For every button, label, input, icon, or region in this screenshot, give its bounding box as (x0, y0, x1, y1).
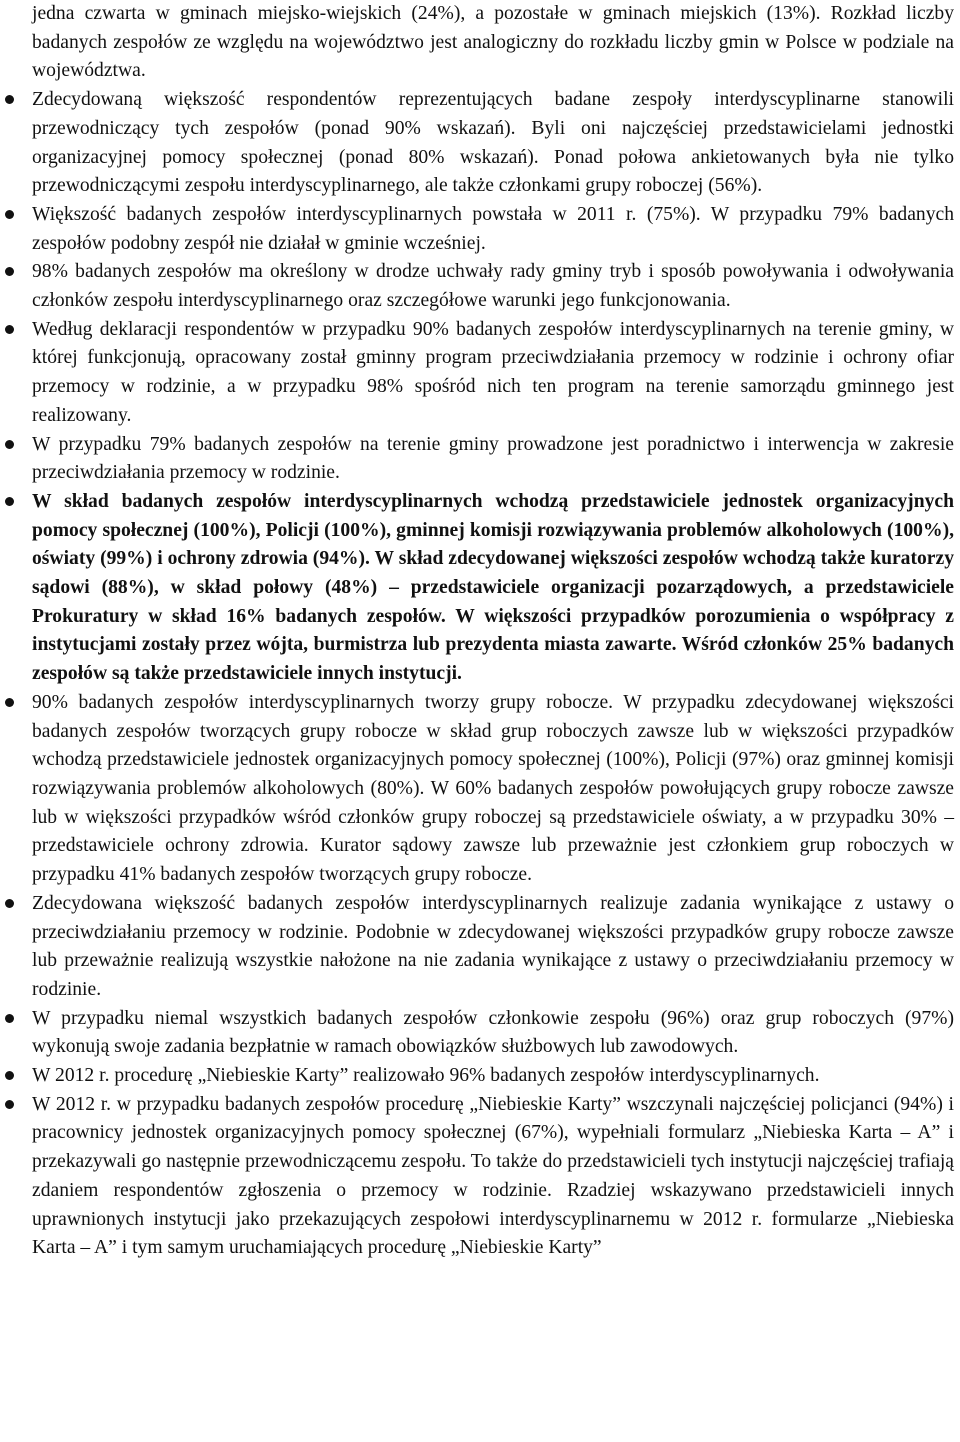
bullet-dot-icon (5, 325, 14, 334)
bullet-text: Zdecydowaną większość respondentów reprezentujących badane zespoły interdyscyplinarne stanowili przewodniczący tych zespołów (ponad 90% wskazań). Byli oni najczęściej przedstawicielami jednostki organizacyjnej pomocy społecznej (ponad 80% wskazań). Ponad połowa ankietowanych była nie tylko przewodniczącymi zespołu interdyscyplinarnego, ale także członkami grupy roboczej (56%). (32, 89, 954, 197)
bullet-text: W 2012 r. w przypadku badanych zespołów procedurę „Niebieskie Karty” wszczynali najczęściej policjanci (94%) i pracownicy jednostek organizacyjnych pomocy społecznej (67%), wypełniali formularz „Niebieska Karta – A” i przekazywali go następnie przewodniczącemu zespołu. To także do przedstawicieli tych instytucji najczęściej trafiają zdaniem respondentów zgłoszenia o przemocy w rodzinie. Rzadziej wskazywano przedstawicieli innych uprawnionych instytucji jako przekazujących zespołowi interdyscyplinarnemu w 2012 r. formularze „Niebieska Karta – A” i tym samym uruchamiających procedurę „Niebieskie Karty” (32, 1093, 954, 1259)
bullet-dot-icon (5, 95, 14, 104)
bullet-text: 98% badanych zespołów ma określony w drodze uchwały rady gminy tryb i sposób powoływania i odwoływania członków zespołu interdyscyplinarnego oraz szczegółowe warunki jego funkcjonowania. (32, 261, 954, 312)
bullet-item (32, 1005, 954, 1062)
bullet-text: Według deklaracji respondentów w przypadku 90% badanych zespołów interdyscyplinarnych na terenie gminy, w której funkcjonują, opracowany został gminny program przeciwdziałania przemocy w rodzinie i ochrony ofiar przemocy w rodzinie, a w przypadku 98% spośród nich ten program na terenie samorządu gminnego jest realizowany. (32, 318, 954, 426)
bullet-dot-icon (5, 698, 14, 707)
bullet-list (32, 86, 954, 1263)
bullet-dot-icon (5, 1014, 14, 1023)
bullet-text: W 2012 r. procedurę „Niebieskie Karty” realizowało 96% badanych zespołów interdyscyplinarnych. (32, 1065, 820, 1087)
bullet-dot-icon (5, 267, 14, 276)
bullet-text: Zdecydowana większość badanych zespołów interdyscyplinarnych realizuje zadania wynikające z ustawy o przeciwdziałaniu przemocy w rodzinie. Podobnie w zdecydowanej większości przypadków grupy robocze zawsze lub przeważnie realizują wszystkie nałożone na nie zadania wynikające z ustawy o przeciwdziałaniu przemocy w rodzinie. (32, 892, 954, 1000)
bullet-item (32, 86, 954, 201)
bullet-text: W przypadku niemal wszystkich badanych zespołów członkowie zespołu (96%) oraz grup roboczych (97%) wykonują swoje zadania bezpłatnie w ramach obowiązków służbowych lub zawodowych. (32, 1007, 954, 1058)
bullet-dot-icon (5, 440, 14, 449)
bullet-item (32, 316, 954, 431)
bullet-text: W skład badanych zespołów interdyscyplinarnych wchodzą przedstawiciele jednostek organizacyjnych pomocy społecznej (100%), Policji (100%), gminnej komisji rozwiązywania problemów alkoholowych (100%), oświaty (99%) i ochrony zdrowia (94%). W skład zdecydowanej większości zespołów wchodzą także kuratorzy sądowi (88%), w skład połowy (48%) – przedstawiciele organizacji pozarządowych, a przedstawiciele Prokuratury w skład 16% badanych zespołów. W większości przypadków porozumienia o współpracy z instytucjami zostały przez wójta, burmistrza lub prezydenta miasta zawarte. Wśród członków 25% badanych zespołów są także przedstawiciele innych instytucji. (32, 490, 954, 685)
bullet-item (32, 890, 954, 1005)
bullet-text: W przypadku 79% badanych zespołów na terenie gminy prowadzone jest poradnictwo i interwencja w zakresie przeciwdziałania przemocy w rodzinie. (32, 433, 954, 484)
bullet-item (32, 1091, 954, 1263)
bullet-dot-icon (5, 899, 14, 908)
bullet-item (32, 431, 954, 488)
bullet-dot-icon (5, 1100, 14, 1109)
bullet-item (32, 689, 954, 890)
bullet-text: Większość badanych zespołów interdyscyplinarnych powstała w 2011 r. (75%). W przypadku 79% badanych zespołów podobny zespół nie działał w gminie wcześniej. (32, 203, 954, 254)
bullet-dot-icon (5, 1071, 14, 1080)
bullet-item (32, 1062, 954, 1091)
bullet-dot-icon (5, 497, 14, 506)
intro-paragraph: jedna czwarta w gminach miejsko-wiejskich (24%), a pozostałe w gminach miejskich (13%). Rozkład liczby badanych zespołów ze względu na województwo jest analogiczny do rozkładu liczby gmin w Polsce w podziale na województwa. (32, 3, 954, 82)
bullet-text: 90% badanych zespołów interdyscyplinarnych tworzy grupy robocze. W przypadku zdecydowanej większości badanych zespołów tworzących grupy robocze w skład grup roboczych zawsze lub w większości przypadków wchodzą przedstawiciele jednostek organizacyjnych pomocy społecznej (100%), Policji (97%) oraz gminnej komisji rozwiązywania problemów alkoholowych (80%). W 60% badanych zespołów powołujących grupy robocze zawsze lub w większości przypadków wśród członków grupy roboczej są przedstawiciele oświaty, a w przypadku 30% – przedstawiciele ochrony zdrowia. Kurator sądowy zawsze lub przeważnie jest członkiem grup roboczych w przypadku 41% badanych zespołów tworzących grupy robocze. (32, 691, 954, 886)
bullet-item (32, 201, 954, 258)
bullet-item (32, 258, 954, 315)
bullet-item (32, 488, 954, 689)
bullet-dot-icon (5, 210, 14, 219)
